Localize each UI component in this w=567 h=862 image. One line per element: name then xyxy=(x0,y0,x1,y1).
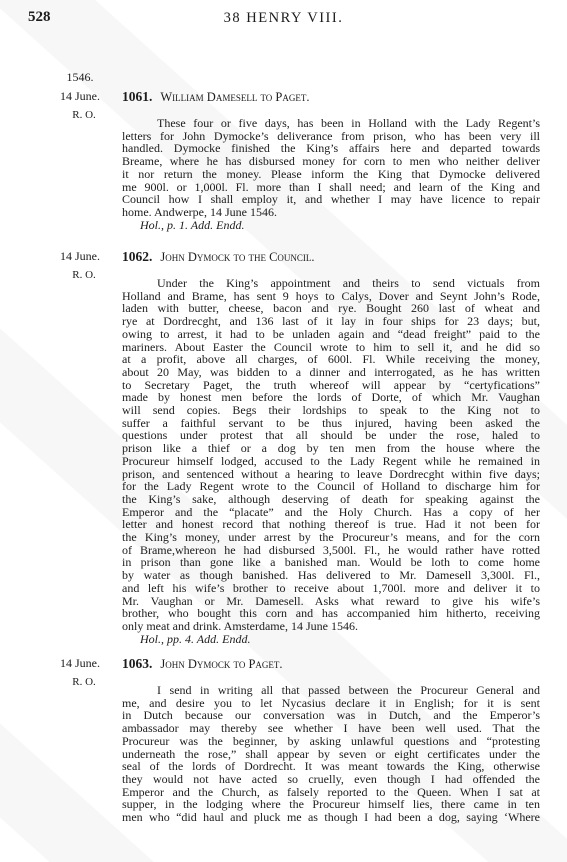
margin-source: R. O. xyxy=(72,676,96,688)
text-line: the King’s sake, although deserving of death for speaking against the xyxy=(122,491,540,506)
text-line: letter and honest record that nothing thereof is true. Had it not been for xyxy=(122,517,540,532)
text-line: questions under protest that all should be under the rose, haled to xyxy=(122,428,540,443)
text-line: only meat and drink. Amsterdame, 14 June 1546. xyxy=(122,618,358,633)
text-line: and left his wife’s brother to receive about 1,700l. more and deliver it to xyxy=(122,580,540,595)
text-line: brother, who bought this corn and has accompanied him hitherto, receiving xyxy=(122,606,540,621)
entry-body xyxy=(122,684,540,824)
entry-number: 1063. xyxy=(122,656,153,671)
text-line: prison, and sentenced without a hearing to leave Dordrecght within five days; xyxy=(122,466,540,481)
text-line: about 20 May, was bidden to a dinner and interrogated, as he has written xyxy=(122,364,540,379)
paragraph xyxy=(122,117,540,219)
entry-number: 1061. xyxy=(122,89,153,104)
entry-1063 xyxy=(0,656,567,825)
text-line: mariners. About Easter the Council wrote to him to sell it, and he did so xyxy=(122,339,540,354)
text-line: for the Lady Regent wrote to the Council of Holland to discharge him for xyxy=(122,479,540,494)
margin-date: 14 June. xyxy=(60,656,100,670)
text-line: will send copies. Begs their lordships to speak to the King not to xyxy=(122,403,540,418)
margin-year: 1546. xyxy=(66,70,94,84)
page-number: 528 xyxy=(28,9,51,25)
margin-source: R. O. xyxy=(72,269,96,281)
text-line: men who “did haul and pluck me as though I had been a dog, saying ‘Where xyxy=(122,810,540,825)
text-line: in prison than gone like a banished man. Would be loth to come home xyxy=(122,555,540,570)
entry-heading xyxy=(122,89,309,105)
entry-title: John Dymock to Paget. xyxy=(160,657,283,671)
entry-heading xyxy=(122,249,315,265)
text-line: Emperor and the “placate” and the Holy Church. Has a copy of her xyxy=(122,504,540,519)
text-line: supper, in the lodging where the Procureur himself lies, there came in ten xyxy=(122,797,540,812)
text-line: they would not have acted so cruelly, even though I had offended the xyxy=(122,771,540,786)
text-line: I send in writing all that passed between the Procureur General and xyxy=(157,683,540,697)
entry-1061 xyxy=(0,70,567,232)
text-line: letters for John Dymocke’s deliverance from prison, who has been very ill xyxy=(122,128,540,143)
text-line: the King’s money, under arrest by the Procureur’s means, and for the corn xyxy=(122,530,540,545)
text-line: Council how I shall employ it, and whether I may have licence to repair xyxy=(122,192,540,207)
text-line: me 900l. or 1,000l. Fl. more than I shall need; and learn of the King and xyxy=(122,179,540,194)
text-line: it nor return the money. Please inform the King that Dymocke delivered xyxy=(122,166,540,181)
text-line: in Dutch because our conversation was in Dutch, and the Emperor’s xyxy=(122,708,540,723)
paragraph xyxy=(122,277,540,633)
entry-title: William Damesell to Paget. xyxy=(160,90,310,104)
text-line: rye at Dordrecght, and 136 last of it lay in four ships for 23 days; but, xyxy=(122,314,540,329)
entry-title: John Dymock to the Council. xyxy=(160,250,315,264)
text-line: handled. Dymocke finished the King’s affairs here and departed towards xyxy=(122,141,540,156)
entry-heading xyxy=(122,656,283,672)
text-line: home. Andwerpe, 14 June 1546. xyxy=(122,204,277,219)
text-line: me, and desire you to let Nycasius declare it in English; for it is sent xyxy=(122,695,540,710)
source-note: Hol., pp. 4. Add. Endd. xyxy=(140,631,251,646)
text-line: by water as though banished. Has delivered to Mr. Damesell 3,300l. Fl., xyxy=(122,568,540,583)
text-line: suffer a faithful servant to be thus injured, having been asked the xyxy=(122,415,540,430)
text-line: Breame, where he has disbursed money for corn to men who neither deliver xyxy=(122,154,540,169)
entry-body xyxy=(122,117,540,231)
source-note: Hol., p. 1. Add. Endd. xyxy=(140,217,245,232)
text-line: laden with butter, cheese, bacon and rye. Bought 260 last of wheat and xyxy=(122,301,540,316)
running-title: 38 HENRY VIII. xyxy=(223,10,344,26)
text-line: These four or five days, has been in Holland with the Lady Regent’s xyxy=(157,116,540,130)
text-line: of Brame,whereon he had disbursed 3,500l. Fl., he would rather have rotted xyxy=(122,542,540,557)
entry-number: 1062. xyxy=(122,249,153,264)
text-line: prison like a thief or a dog by ten men from the house where the xyxy=(122,441,540,456)
text-line: underneath the rose,” shall appear by seven or eight certificates under the xyxy=(122,746,540,761)
text-line: Emperor and the Church, as falsely reported to the Queen. When I sat at xyxy=(122,784,540,799)
entry-1062 xyxy=(0,249,567,646)
text-line: ambassador may thereby see whether I have been well used. That the xyxy=(122,721,540,736)
text-line: Procureur was the beginner, by asking unlawful questions and “protesting xyxy=(122,733,540,748)
margin-date: 14 June. xyxy=(60,249,100,263)
text-line: Under the King’s appointment and theirs to send victuals from xyxy=(157,276,540,290)
paragraph xyxy=(122,684,540,824)
text-line: Procureur himself lodged, accused to the Lady Regent while he remained in xyxy=(122,453,540,468)
entry-body xyxy=(122,277,540,645)
text-line: Holland and Brame, has sent 9 hoys to Calys, Dover and Seynt John’s Rode, xyxy=(122,288,540,303)
text-line: Mr. Vaughan or Mr. Damesell. Asks what reward to give his wife’s xyxy=(122,593,540,608)
text-line: made by honest men before the lords of Dorte, of which Mr. Vaughan xyxy=(122,390,540,405)
margin-date: 14 June. xyxy=(60,89,100,103)
margin-source: R. O. xyxy=(72,109,96,121)
text-line: at a profit, above all charges, of 600l. Fl. While receiving the money, xyxy=(122,352,540,367)
text-line: seal of the lords of Dordrecht. It was meant towards the King, otherwise xyxy=(122,759,540,774)
text-line: owing to arrest, it had to be unladen again and “dead freight” paid to the xyxy=(122,326,540,341)
text-line: to Secretary Paget, the truth whereof will appear by “certyfications” xyxy=(122,377,540,392)
